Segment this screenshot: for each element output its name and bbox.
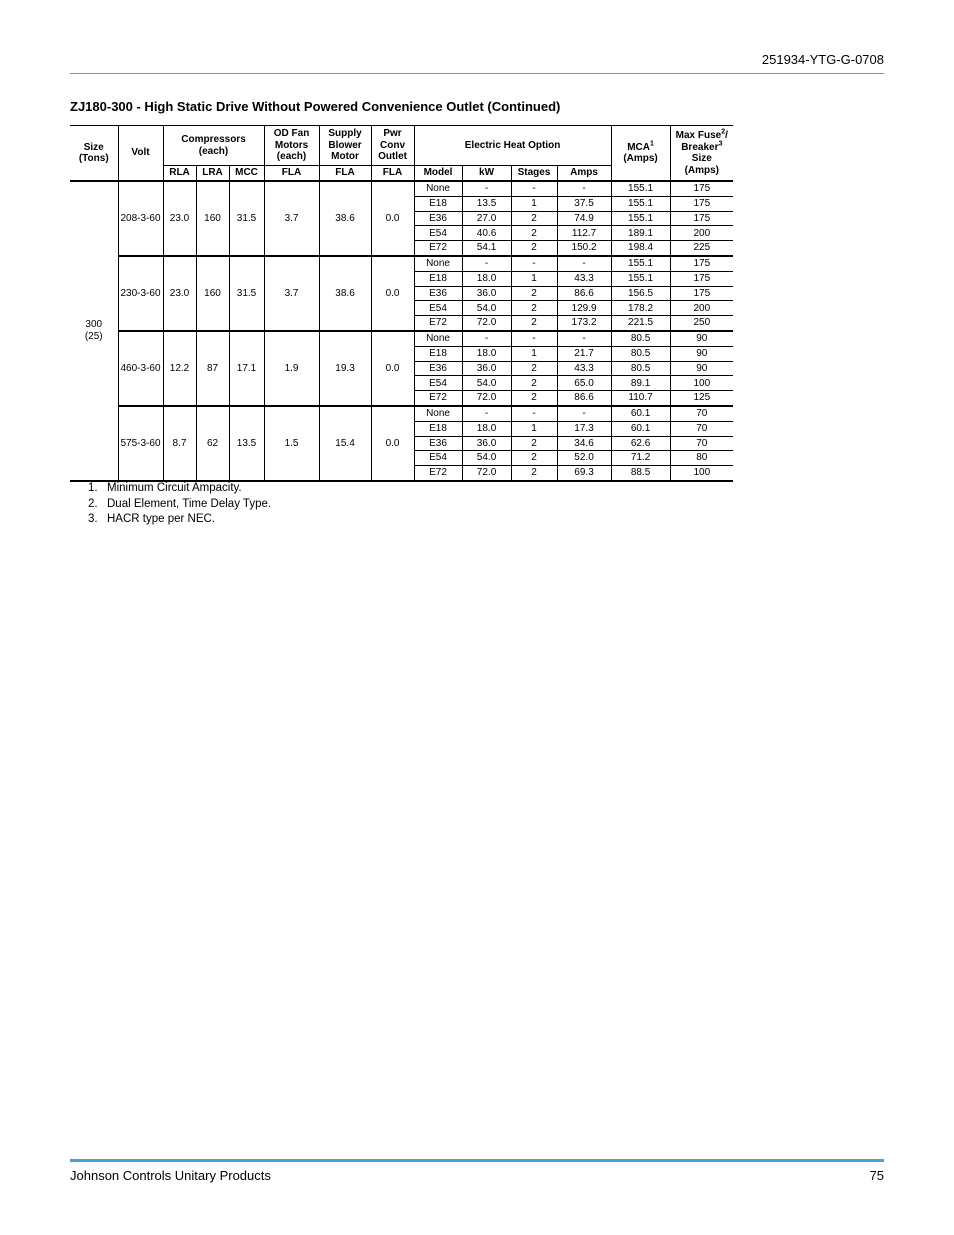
heater-kw-cell: 18.0 [462,346,511,361]
heater-model-cell: E54 [414,376,462,391]
mcc-cell: 31.5 [229,181,264,256]
mca-cell: 155.1 [611,181,670,196]
heater-stages-cell: 2 [511,316,557,331]
mcc-cell: 31.5 [229,256,264,331]
header-volt: Volt [118,126,163,182]
heater-amps-cell: 43.3 [557,271,611,286]
od-fan-fla-cell: 3.7 [264,181,319,256]
rla-cell: 23.0 [163,256,196,331]
max-fuse-cell: 200 [670,301,733,316]
mca-cell: 80.5 [611,346,670,361]
heater-stages-cell: 2 [511,361,557,376]
header-compressors: Compressors (each) [163,126,264,166]
pwr-conv-fla-cell: 0.0 [371,406,414,481]
heater-model-cell: E36 [414,436,462,451]
max-fuse-cell: 100 [670,376,733,391]
heater-stages-cell: 2 [511,436,557,451]
header-amps: Amps [557,166,611,182]
lra-cell: 160 [196,256,229,331]
header-mca: MCA$^1$ (Amps) [611,126,670,182]
header-sb-fla: FLA [319,166,371,182]
volt-cell: 575-3-60 [118,406,163,481]
heater-amps-cell: 86.6 [557,286,611,301]
heater-amps-cell: 150.2 [557,241,611,256]
mcc-cell: 13.5 [229,406,264,481]
volt-cell: 208-3-60 [118,181,163,256]
max-fuse-cell: 225 [670,241,733,256]
heater-model-cell: E18 [414,196,462,211]
footer-company: Johnson Controls Unitary Products [70,1168,271,1183]
footnote-1: 1. Minimum Circuit Ampacity. [88,482,242,494]
header-max-fuse-breaker-size: Max Fuse$^2$/ Breaker$^3$ Size (Amps) [670,126,733,182]
max-fuse-cell: 90 [670,361,733,376]
heater-kw-cell: - [462,331,511,346]
heater-stages-cell: - [511,181,557,196]
header-electric-heat-option: Electric Heat Option [414,126,611,166]
header-od-fan-motors: OD Fan Motors (each) [264,126,319,166]
footnote-2: 2. Dual Element, Time Delay Type. [88,497,272,510]
heater-kw-cell: 36.0 [462,286,511,301]
heater-model-cell: None [414,331,462,346]
header-model: Model [414,166,462,182]
heater-amps-cell: 129.9 [557,301,611,316]
header-size: Size (Tons) [70,126,118,182]
mca-cell: 110.7 [611,391,670,406]
heater-stages-cell: 2 [511,301,557,316]
heater-stages-cell: 2 [511,451,557,466]
max-fuse-cell: 175 [670,196,733,211]
heater-amps-cell: 112.7 [557,226,611,241]
heater-amps-cell: 52.0 [557,451,611,466]
max-fuse-cell: 175 [670,211,733,226]
heater-model-cell: E54 [414,451,462,466]
max-fuse-cell: 100 [670,466,733,481]
mca-cell: 189.1 [611,226,670,241]
heater-stages-cell: 1 [511,271,557,286]
heater-stages-cell: - [511,331,557,346]
heater-stages-cell: 2 [511,241,557,256]
header-mcc: MCC [229,166,264,182]
header-od-fla: FLA [264,166,319,182]
volt-cell: 230-3-60 [118,256,163,331]
lra-cell: 160 [196,181,229,256]
heater-model-cell: E54 [414,301,462,316]
heater-kw-cell: 72.0 [462,316,511,331]
max-fuse-cell: 80 [670,451,733,466]
heater-stages-cell: 1 [511,421,557,436]
max-fuse-cell: 250 [670,316,733,331]
table-row [70,181,733,196]
od-fan-fla-cell: 3.7 [264,256,319,331]
heater-stages-cell: 1 [511,346,557,361]
heater-kw-cell: 72.0 [462,466,511,481]
max-fuse-cell: 90 [670,331,733,346]
header-kw: kW [462,166,511,182]
heater-model-cell: E36 [414,211,462,226]
document-number: 251934-YTG-G-0708 [761,52,884,67]
heater-model-cell: E18 [414,421,462,436]
table-row [70,406,733,421]
mca-cell: 89.1 [611,376,670,391]
heater-amps-cell: 86.6 [557,391,611,406]
header-rla: RLA [163,166,196,182]
heater-kw-cell: 18.0 [462,421,511,436]
mca-cell: 198.4 [611,241,670,256]
page-number: 75 [869,1168,884,1183]
heater-stages-cell: - [511,256,557,271]
supply-blower-fla-cell: 15.4 [319,406,371,481]
max-fuse-cell: 70 [670,406,733,421]
heater-model-cell: E36 [414,286,462,301]
header-pwr-conv-outlet: Pwr Conv Outlet [371,126,414,166]
heater-kw-cell: 13.5 [462,196,511,211]
heater-stages-cell: 2 [511,211,557,226]
heater-model-cell: None [414,181,462,196]
pwr-conv-fla-cell: 0.0 [371,331,414,406]
mca-cell: 60.1 [611,421,670,436]
header-stages: Stages [511,166,557,182]
table-row [70,331,733,346]
mca-cell: 62.6 [611,436,670,451]
mca-cell: 156.5 [611,286,670,301]
od-fan-fla-cell: 1.9 [264,331,319,406]
heater-kw-cell: 54.0 [462,451,511,466]
heater-kw-cell: - [462,406,511,421]
heater-kw-cell: 54.0 [462,301,511,316]
heater-amps-cell: 21.7 [557,346,611,361]
heater-kw-cell: 54.1 [462,241,511,256]
supply-blower-fla-cell: 19.3 [319,331,371,406]
heater-stages-cell: 1 [511,196,557,211]
header-pc-fla: FLA [371,166,414,182]
mca-cell: 155.1 [611,211,670,226]
heater-amps-cell: 65.0 [557,376,611,391]
heater-amps-cell: 173.2 [557,316,611,331]
heater-model-cell: None [414,256,462,271]
heater-kw-cell: 72.0 [462,391,511,406]
od-fan-fla-cell: 1.5 [264,406,319,481]
heater-amps-cell: 74.9 [557,211,611,226]
heater-model-cell: None [414,406,462,421]
heater-kw-cell: 27.0 [462,211,511,226]
heater-model-cell: E18 [414,346,462,361]
heater-amps-cell: 34.6 [557,436,611,451]
heater-model-cell: E72 [414,391,462,406]
supply-blower-fla-cell: 38.6 [319,256,371,331]
lra-cell: 62 [196,406,229,481]
heater-stages-cell: 2 [511,286,557,301]
electrical-data-table [70,125,733,482]
heater-kw-cell: - [462,256,511,271]
lra-cell: 87 [196,331,229,406]
heater-stages-cell: 2 [511,376,557,391]
heater-amps-cell: - [557,181,611,196]
max-fuse-cell: 125 [670,391,733,406]
heater-model-cell: E36 [414,361,462,376]
mca-cell: 71.2 [611,451,670,466]
heater-kw-cell: 40.6 [462,226,511,241]
max-fuse-cell: 175 [670,181,733,196]
mca-cell: 178.2 [611,301,670,316]
heater-model-cell: E72 [414,241,462,256]
mca-cell: 221.5 [611,316,670,331]
mca-cell: 60.1 [611,406,670,421]
heater-amps-cell: - [557,331,611,346]
heater-stages-cell: - [511,406,557,421]
heater-kw-cell: 36.0 [462,361,511,376]
table-title: ZJ180-300 - High Static Drive Without Powered Convenience Outlet (Continued) [70,99,561,114]
heater-kw-cell: - [462,181,511,196]
heater-amps-cell: - [557,256,611,271]
footnote-3: 3. HACR type per NEC. [88,513,216,526]
rla-cell: 23.0 [163,181,196,256]
max-fuse-cell: 175 [670,271,733,286]
mca-cell: 88.5 [611,466,670,481]
max-fuse-cell: 90 [670,346,733,361]
heater-model-cell: E18 [414,271,462,286]
mca-cell: 155.1 [611,256,670,271]
heater-amps-cell: - [557,406,611,421]
heater-model-cell: E72 [414,316,462,331]
heater-stages-cell: 2 [511,391,557,406]
rla-cell: 8.7 [163,406,196,481]
max-fuse-cell: 70 [670,436,733,451]
max-fuse-cell: 200 [670,226,733,241]
heater-amps-cell: 37.5 [557,196,611,211]
pwr-conv-fla-cell: 0.0 [371,256,414,331]
max-fuse-cell: 70 [670,421,733,436]
heater-kw-cell: 18.0 [462,271,511,286]
rla-cell: 12.2 [163,331,196,406]
header-supply-blower-motor: Supply Blower Motor [319,126,371,166]
header-rule [70,73,884,74]
footer-rule [70,1159,884,1162]
footnotes [88,482,271,529]
volt-cell: 460-3-60 [118,331,163,406]
heater-stages-cell: 2 [511,466,557,481]
max-fuse-cell: 175 [670,286,733,301]
heater-amps-cell: 69.3 [557,466,611,481]
max-fuse-cell: 175 [670,256,733,271]
mca-cell: 155.1 [611,196,670,211]
mca-cell: 80.5 [611,331,670,346]
heater-model-cell: E72 [414,466,462,481]
heater-stages-cell: 2 [511,226,557,241]
mcc-cell: 17.1 [229,331,264,406]
pwr-conv-fla-cell: 0.0 [371,181,414,256]
mca-cell: 80.5 [611,361,670,376]
heater-kw-cell: 36.0 [462,436,511,451]
supply-blower-fla-cell: 38.6 [319,181,371,256]
size-cell: 300 (25) [70,181,118,481]
header-lra: LRA [196,166,229,182]
heater-model-cell: E54 [414,226,462,241]
heater-kw-cell: 54.0 [462,376,511,391]
heater-amps-cell: 17.3 [557,421,611,436]
table-row [70,256,733,271]
heater-amps-cell: 43.3 [557,361,611,376]
mca-cell: 155.1 [611,271,670,286]
